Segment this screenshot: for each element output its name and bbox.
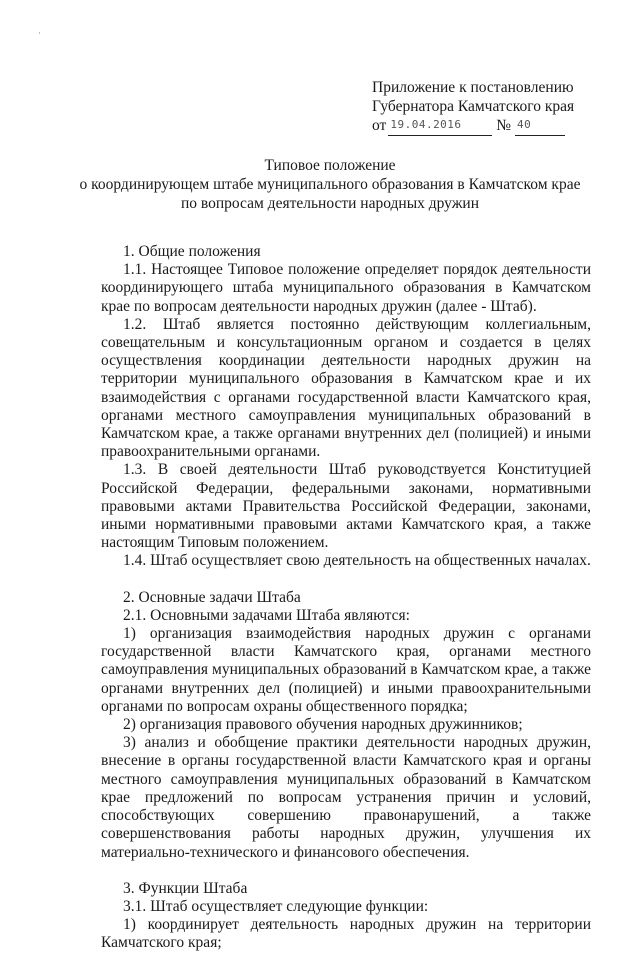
paragraph: 1.4. Штаб осуществляет свою деятельность на общественных началах. [123, 552, 591, 570]
section-gap [101, 862, 591, 880]
paragraph: 3) анализ и обобщение практики деятельности народных дружин, внесение в органы государственной власти Камчатского края и органы местного самоуправления муниципальных образований в Камчатском крае предложений по вопросам устранения причин и условий, способствующих совершению правонарушений, а также совершенствования работы народных дружин, улучшения их материально-технического и финансового обеспечения. [101, 734, 591, 861]
section-heading: 3. Функции Штаба [123, 879, 248, 897]
date-blank [388, 116, 492, 136]
paragraph: 1.2. Штаб является постоянно действующим коллегиальным, совещательным и консультационным органом и создается в целях осуществления координации деятельности народных дружин на территории муниципального образования в Камчатском крае и их взаимодействия с органами государственной власти Камчатского края, органами местного самоуправления муниципальных образований в Камчатском крае, а также органами внутренних дел (полицией) и иными правоохранительными органами. [101, 315, 591, 461]
paragraph: 1.3. В своей деятельности Штаб руководствуется Конституцией Российской Федерации, федеральными законами, нормативными правовыми актами Правительства Российской Федерации, законами, иными нормативными правовыми актами Камчатского края, а также настоящим Типовым положением. [101, 461, 591, 552]
appendix-line-2: Губернатора Камчатского края [372, 98, 575, 115]
appendix-line-1: Приложение к постановлению [372, 79, 574, 96]
document-title [60, 156, 600, 213]
title-line-1: Типовое положение [264, 157, 396, 174]
corner-mark: · [38, 28, 41, 38]
title-line-2: о координирующем штабе муниципального образования в Камчатском крае [79, 176, 581, 193]
document-body [101, 243, 591, 953]
from-label: от [372, 117, 387, 134]
date-stamp: 19.04.2016 [390, 118, 462, 131]
number-stamp: 40 [517, 118, 532, 131]
paragraph: 2) организация правового обучения народных дружинников; [123, 716, 523, 734]
title-line-3: по вопросам деятельности народных дружин [180, 195, 480, 212]
paragraph: 2.1. Основными задачами Штаба являются: [123, 606, 410, 624]
section-gap [101, 571, 591, 589]
section-heading: 1. Общие положения [123, 243, 261, 260]
paragraph: 1) координирует деятельность народных дружин на территории Камчатского края; [101, 916, 591, 952]
paragraph: 1.1. Настоящее Типовое положение определяет порядок деятельности координирующего штаба муниципального образования в Камчатском крае по вопросам деятельности народных дружин (далее - Штаб). [101, 261, 591, 315]
paragraph: 3.1. Штаб осуществляет следующие функции: [123, 897, 429, 915]
paragraph: 1) организация взаимодействия народных дружин с органами государственной власти Камчатского края, органами местного самоуправления муниципальных образований в Камчатском крае, а также органами внутренних дел (полицией) и иными правоохранительными органами по вопросам охраны общественного порядка; [101, 625, 591, 715]
appendix-date-row [372, 116, 612, 136]
number-label: № [496, 117, 511, 134]
appendix-header [372, 78, 612, 136]
section-heading: 2. Основные задачи Штаба [123, 588, 301, 606]
number-blank [515, 116, 565, 136]
